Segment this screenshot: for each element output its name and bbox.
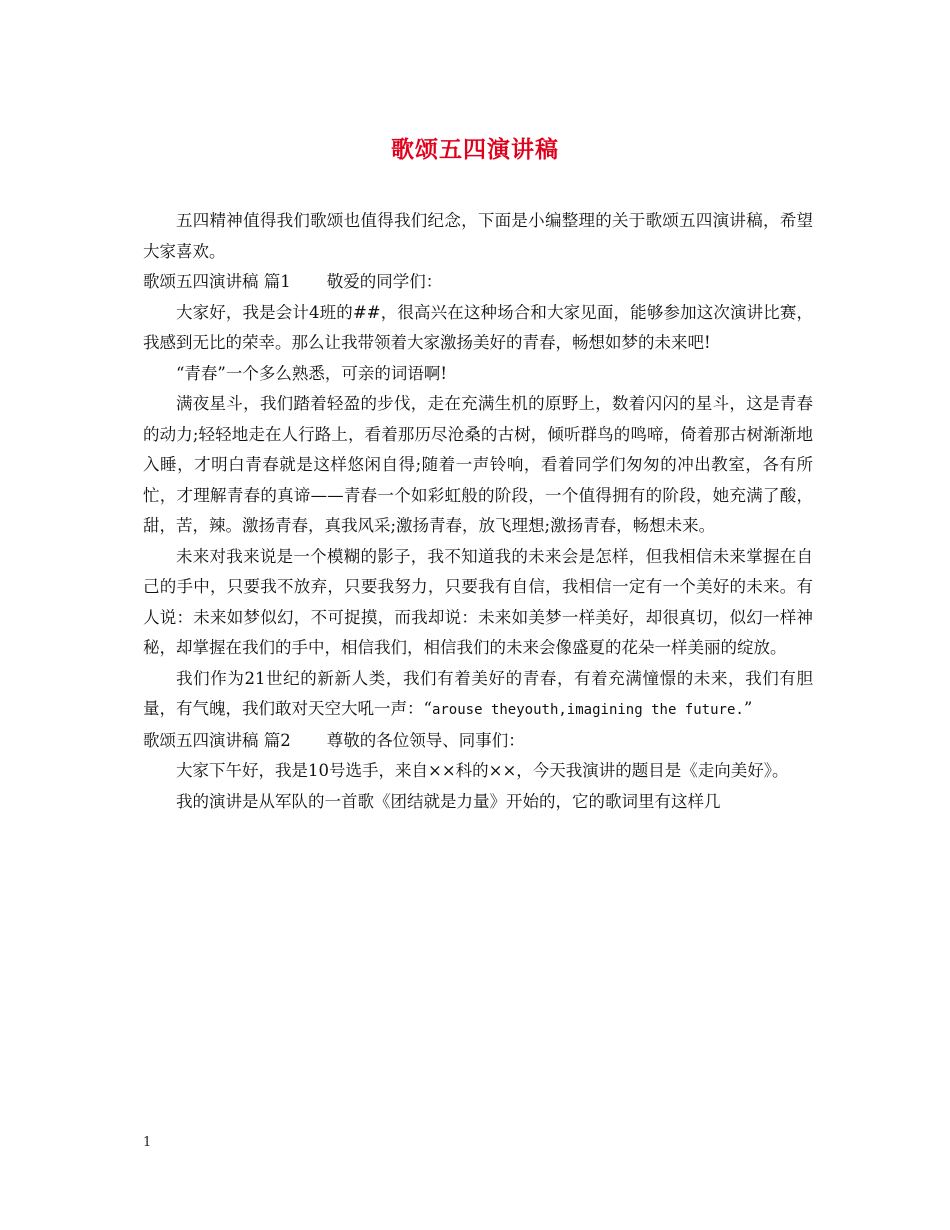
section-heading-2 — [143, 726, 813, 757]
section-1-greeting: 敬爱的同学们： — [326, 272, 443, 291]
paragraph-2: “青春”一个多么熟悉，可亲的词语啊! — [176, 363, 448, 383]
section-2-label: 歌颂五四演讲稿 篇2 — [143, 730, 291, 750]
document-title: 歌颂五四演讲稿 — [391, 136, 559, 163]
paragraph-5-text: 我们作为21世纪的新新人类，我们有着美好的青春，有着充满憧憬的未来，我们有胆量，有气魄，我们敢对天空大吼一声：“ — [143, 668, 813, 718]
section-1-label: 歌颂五四演讲稿 篇1 — [143, 272, 291, 291]
paragraph-5-closing-quote: ” — [743, 699, 753, 718]
intro-paragraph: 五四精神值得我们歌颂也值得我们纪念，下面是小编整理的关于歌颂五四演讲稿，希望大家喜欢。 — [143, 211, 813, 261]
document-body — [143, 206, 813, 817]
paragraph-4: 未来对我来说是一个模糊的影子，我不知道我的未来会是怎样，但我相信未来掌握在自己的手中，只要我不放弃，只要我努力，只要我有自信，我相信一定有一个美好的未来。有人说：未来如梦似幻，不可捉摸，而我却说：未来如美梦一样美好，却很真切，似幻一样神秘，却掌握在我们的手中，相信我们，相信我们的未来会像盛夏的花朵一样美丽的绽放。 — [143, 546, 813, 657]
paragraph-7: 我的演讲是从军队的一首歌《团结就是力量》开始的，它的歌词里有这样几 — [176, 791, 721, 811]
section-heading-1 — [143, 267, 813, 298]
paragraph-5 — [143, 664, 813, 726]
paragraph-5-english-quote: arouse theyouth,imagining the future. — [431, 702, 744, 718]
page-number: 1 — [143, 1135, 152, 1150]
paragraph-6: 大家下午好，我是10号选手，来自××科的××，今天我演讲的题目是《走向美好》。 — [176, 761, 789, 780]
paragraph-3: 满夜星斗，我们踏着轻盈的步伐，走在充满生机的原野上，数着闪闪的星斗，这是青春的动力;轻轻地走在人行路上，看着那历尽沧桑的古树，倾听群鸟的鸣啼，倚着那古树渐渐地入睡，才明白青春就是这样悠闲自得;随着一声铃响，看着同学们匆匆的冲出教室，各有所忙，才理解青春的真谛——青春一个如彩虹般的阶段，一个值得拥有的阶段，她充满了酸，甜，苦，辣。激扬青春，真我风采;激扬青春，放飞理想;激扬青春，畅想未来。 — [143, 394, 813, 535]
paragraph-1: 大家好，我是会计4班的##，很高兴在这种场合和大家见面，能够参加这次演讲比赛，我感到无比的荣幸。那么让我带领着大家激扬美好的青春，畅想如梦的未来吧! — [143, 302, 813, 352]
section-2-greeting: 尊敬的各位领导、同事们： — [326, 730, 525, 750]
